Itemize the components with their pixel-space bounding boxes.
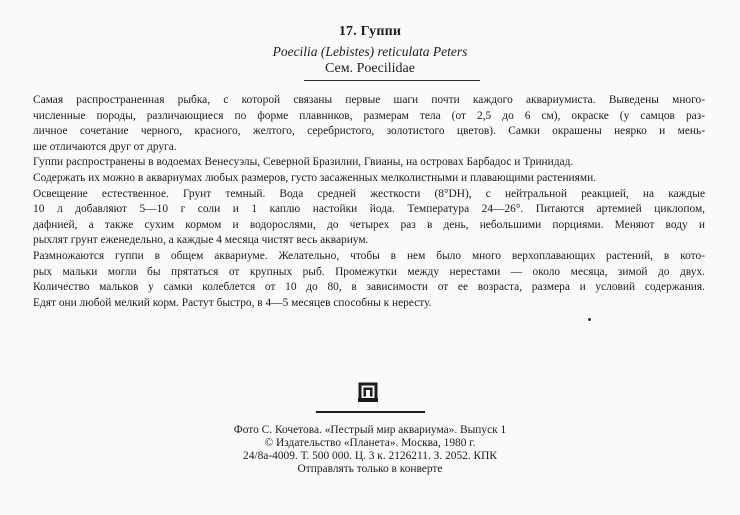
publisher-logo-icon — [358, 382, 378, 402]
title-divider — [304, 80, 480, 81]
mailing-note: Отправлять только в конверте — [297, 463, 443, 475]
photo-credit: Фото С. Кочетова. «Пестрый мир аквариума». Выпуск 1 — [233, 424, 507, 436]
print-details: 24/8а-4009. Т. 500 000. Ц. 3 к. 2126211. З. 2052. КПК — [243, 450, 497, 462]
description-text — [33, 93, 705, 311]
text-line: 10 л добавляют 5—10 г соли и 1 каплю настойки йода. Температура 24—26°. Питаются артемией циклопом, — [33, 203, 705, 216]
text-line: рыхлят грунт еженедельно, а каждые 4 месяца чистят весь аквариум. — [33, 234, 369, 247]
colophon-divider — [316, 411, 425, 413]
colophon — [150, 424, 590, 476]
publisher-line: © Издательство «Планета». Москва, 1980 г. — [264, 437, 476, 449]
text-line: Содержать их можно в аквариумах любых размеров, густо засаженных мелколистными и плавающими растениями. — [33, 171, 597, 184]
text-line: Количество мальков у самки колеблется от 10 до 80, в зависимости от ее возраста, размера и условий содержания. — [33, 281, 705, 294]
text-line: Едят они любой мелкий корм. Растут быстро, в 4—5 месяцев способны к нересту. — [33, 296, 432, 309]
latin-name: Poecilia (Lebistes) reticulata Peters — [272, 44, 468, 59]
text-line: ше отличаются друг от друга. — [33, 140, 177, 153]
text-line: личное сочетание черного, красного, желтого, серебристого, золотистого цветов). Самки окрашены неярко и мень- — [33, 125, 705, 138]
text-line: численные породы, различающиеся по форме плавников, размерам тела (от 2,5 до 6 см), окраске (у самцов раз- — [33, 109, 705, 122]
text-line: Размножаются гуппи в общем аквариуме. Желательно, чтобы в нем было много верхоплавающих растений, в кото- — [33, 249, 705, 262]
text-line: рых мальки могли бы прятаться от крупных рыб. Промежутки между нерестами — около месяца, зимой до двух. — [33, 265, 705, 278]
family-name: Сем. Poecilidae — [325, 61, 415, 76]
text-line: дафнией, а также сухим кормом и водорослями, до четырех раз в день, небольшими порциями. Меняют воду и — [33, 218, 705, 231]
text-line: Самая распространенная рыбка, с которой связаны первые шаги почти каждого аквариумиста. Выведены много- — [33, 94, 705, 106]
page-title: 17. Гуппи — [338, 24, 402, 39]
text-line: Гуппи распространены в водоемах Венесуэлы, Северной Бразилии, Гвианы, на островах Барбадос и Тринидад. — [33, 156, 574, 169]
print-speck — [588, 318, 591, 321]
text-line: Освещение естественное. Грунт темный. Вода средней жесткости (8°DH), с нейтральной реакцией, на каждые — [33, 187, 705, 200]
